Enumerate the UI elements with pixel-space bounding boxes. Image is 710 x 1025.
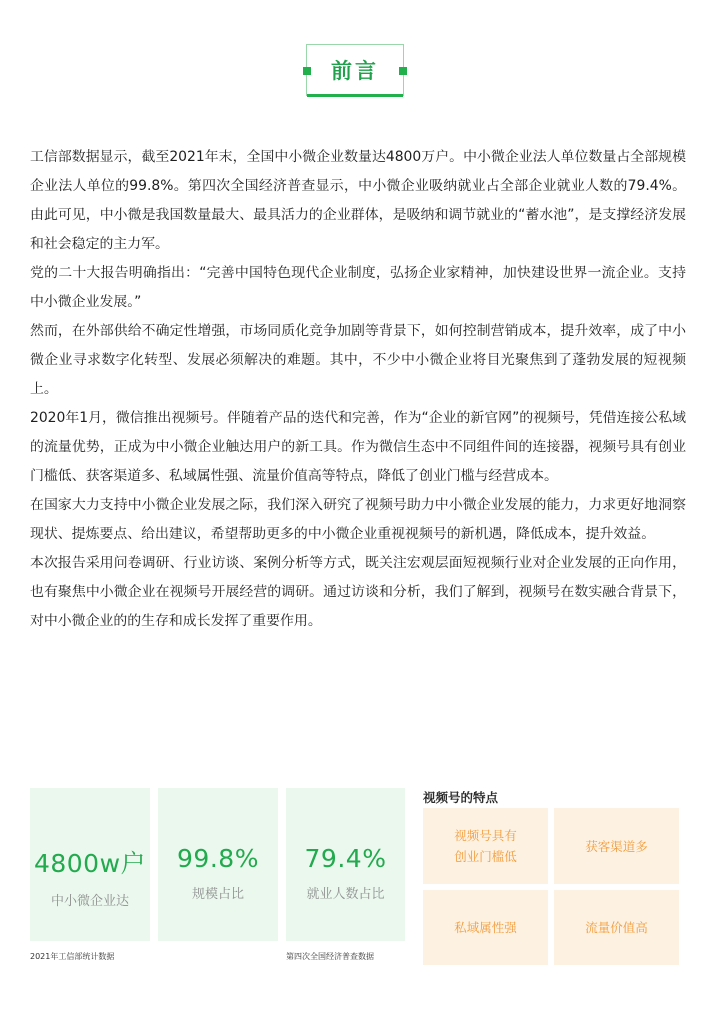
paragraph-1: 工信部数据显示，截至2021年末，全国中小微企业数量达4800万户。中小微企业法人单位数量占全部规模企业法人单位的99.8%。第四次全国经济普查显示，中小微企业吸纳就业占全部企业就业人数的79.4%。由此可见，中小微是我国数量最大、最具活力的企业群体，是吸纳和调节就业的“蓄水池”，是支撑经济发展和社会稳定的主力军。	[30, 149, 686, 252]
stat-card-scale-share	[158, 788, 278, 941]
feature-text: 流量价值高	[585, 920, 648, 935]
stat-label: 规模占比	[191, 887, 244, 902]
paragraph-5: 在国家大力支持中小微企业发展之际，我们深入研究了视频号助力中小微企业发展的能力，力求更好地洞察现状、提炼要点、给出建议，希望帮助更多的中小微企业重视视频号的新机遇，降低成本，提升效益。	[30, 497, 686, 542]
feature-tile-channels	[554, 808, 679, 884]
source-note-miit: 2021年工信部统计数据	[30, 952, 115, 961]
feature-tile-traffic-value	[554, 890, 679, 965]
feature-text: 视频号具有 创业门槛低	[454, 828, 517, 864]
paragraph-3: 然而，在外部供给不确定性增强，市场同质化竞争加剧等背景下，如何控制营销成本，提升效率，成了中小微企业寻求数字化转型、发展必须解决的难题。其中，不少中小微企业将目光聚焦到了蓬勃发展的短视频上。	[30, 323, 686, 397]
stat-value: 4800w户	[33, 849, 147, 878]
title-left-square-decoration	[303, 67, 311, 75]
feature-text: 获客渠道多	[585, 838, 648, 854]
title-right-square-decoration	[399, 67, 407, 75]
features-title: 视频号的特点	[423, 790, 499, 805]
paragraph-6: 本次报告采用问卷调研、行业访谈、案例分析等方式，既关注宏观层面短视频行业对企业发展的正向作用，也有聚焦中小微企业在视频号开展经营的调研。通过访谈和分析，我们了解到，视频号在数实融合背景下，对中小微企业的的生存和成长发挥了重要作用。	[30, 555, 686, 629]
source-note-census: 第四次全国经济普查数据	[286, 952, 374, 961]
stat-card-enterprises	[30, 788, 150, 941]
stat-value: 79.4%	[304, 844, 387, 873]
paragraph-4: 2020年1月，微信推出视频号。伴随着产品的迭代和完善，作为“企业的新官网”的视频号，凭借连接公私域的流量优势，正成为中小微企业触达用户的新工具。作为微信生态中不同组件间的连接器，视频号具有创业门槛低、获客渠道多、私域属性强、流量价值高等特点，降低了创业门槛与经营成本。	[30, 410, 686, 484]
title-underline-bar	[307, 94, 403, 97]
page-title: 前言	[331, 59, 379, 83]
section-title-box	[306, 44, 404, 96]
stat-card-employment-share	[286, 788, 405, 941]
paragraph-2: 党的二十大报告明确指出：“完善中国特色现代企业制度，弘扬企业家精神，加快建设世界一流企业。支持中小微企业发展。”	[30, 265, 686, 310]
stat-label: 就业人数占比	[306, 887, 385, 902]
preface-body	[30, 143, 686, 636]
stat-label: 中小微企业达	[50, 894, 129, 909]
feature-text: 私域属性强	[454, 920, 517, 935]
feature-tile-low-threshold	[423, 808, 548, 884]
feature-tile-private-domain	[423, 890, 548, 965]
stat-value: 99.8%	[177, 844, 259, 873]
